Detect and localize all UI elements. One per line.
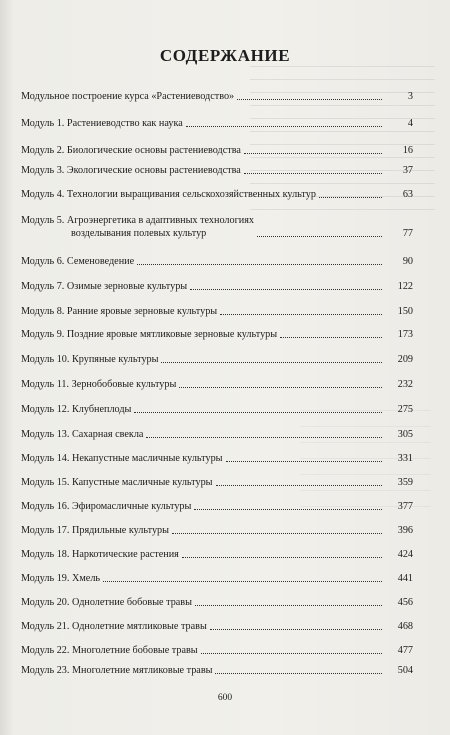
dot-leader — [103, 580, 382, 582]
dot-leader — [257, 235, 382, 237]
toc-entry[interactable] — [21, 572, 413, 585]
toc-entry[interactable] — [21, 117, 413, 130]
toc-entry-label-line: Модуль 17. Прядильные культуры — [21, 525, 169, 536]
toc-entry-page: 37 — [402, 165, 413, 176]
dot-leader — [201, 652, 382, 654]
toc-entry[interactable] — [21, 214, 413, 240]
toc-entry-label — [21, 596, 192, 609]
dot-leader — [146, 436, 382, 438]
toc-entry[interactable] — [21, 328, 413, 341]
toc-entry-label — [21, 452, 223, 465]
toc-entry[interactable] — [21, 403, 413, 416]
toc-entry-page: 477 — [397, 645, 413, 656]
toc-entry-page: 209 — [397, 354, 413, 365]
toc-entry-label-line: Модуль 2. Биологические основы растениеводства — [21, 145, 241, 156]
toc-entry-label — [21, 403, 131, 416]
dot-leader — [182, 556, 382, 558]
toc-entry-label-line: Модуль 19. Хмель — [21, 573, 101, 584]
dot-leader — [190, 288, 382, 290]
toc-entry[interactable] — [21, 378, 413, 391]
dot-leader — [215, 672, 382, 674]
toc-entry-label — [21, 164, 241, 177]
toc-entry-label — [21, 620, 207, 633]
toc-entry-page: 275 — [397, 404, 413, 415]
toc-entry-page: 456 — [397, 597, 413, 608]
dot-leader — [194, 508, 382, 510]
dot-leader — [244, 172, 382, 174]
toc-entry-label-line: Модуль 4. Технологии выращивания сельскохозяйственных культур — [21, 189, 316, 200]
toc-entry-label-line: Модуль 7. Озимые зерновые культуры — [21, 281, 188, 292]
toc-entry-label — [21, 117, 183, 130]
toc-entry-page: 150 — [397, 306, 413, 317]
toc-entry-label — [21, 188, 316, 201]
toc-entry[interactable] — [21, 524, 413, 537]
toc-entry-label-line: Модуль 3. Экологические основы растениеводства — [21, 165, 241, 176]
dot-leader — [161, 361, 382, 363]
dot-leader — [179, 386, 382, 388]
page-number: 600 — [217, 693, 233, 703]
toc-entry[interactable] — [21, 164, 413, 177]
toc-entry-label-line: Модуль 10. Крупяные культуры — [21, 354, 159, 365]
dot-leader — [244, 152, 382, 154]
toc-entry[interactable] — [21, 305, 413, 318]
toc-entry-label — [21, 144, 241, 157]
toc-entry[interactable] — [21, 452, 413, 465]
dot-leader — [226, 460, 382, 462]
toc-entry-page: 16 — [402, 145, 413, 156]
dot-leader — [210, 628, 382, 630]
toc-entry[interactable] — [21, 500, 413, 513]
dot-leader — [195, 604, 382, 606]
toc-entry-label — [21, 255, 134, 268]
dot-leader — [319, 196, 382, 198]
toc-entry[interactable] — [21, 664, 413, 677]
toc-entry-label — [21, 90, 234, 103]
toc-entry[interactable] — [21, 428, 413, 441]
dot-leader — [280, 336, 382, 338]
toc-entry-page: 359 — [397, 477, 413, 488]
toc-entry[interactable] — [21, 353, 413, 366]
toc-entry-page: 468 — [397, 621, 413, 632]
toc-entry-page: 424 — [397, 549, 413, 560]
toc-entry[interactable] — [21, 188, 413, 201]
toc-entry[interactable] — [21, 548, 413, 561]
toc-entry-label — [21, 305, 217, 318]
dot-leader — [220, 313, 382, 315]
toc-entry[interactable] — [21, 620, 413, 633]
toc-entry-page: 63 — [402, 189, 413, 200]
dot-leader — [186, 125, 382, 127]
toc-entry-label-line: Модуль 6. Семеноведение — [21, 256, 135, 267]
toc-entry-label — [21, 664, 212, 677]
toc-entry-label — [21, 524, 169, 537]
toc-entry-label-line: Модуль 16. Эфиромасличные культуры — [21, 501, 192, 512]
toc-entry-page: 331 — [397, 453, 413, 464]
toc-entry-label — [21, 572, 100, 585]
toc-entry-page: 377 — [397, 501, 413, 512]
toc-entry-label — [21, 328, 277, 341]
dot-leader — [216, 484, 382, 486]
toc-entry-page: 441 — [397, 573, 413, 584]
toc-entry-label-line: Модуль 9. Поздние яровые мятликовые зерновые культуры — [21, 329, 278, 340]
toc-entry[interactable] — [21, 596, 413, 609]
toc-entry-label-line: Модуль 5. Агроэнергетика в адаптивных технологиях — [21, 215, 255, 226]
toc-entry-label-line: Модуль 13. Сахарная свекла — [21, 429, 144, 440]
toc-entry-label-line: Модуль 11. Зернобобовые культуры — [21, 379, 177, 390]
toc-entry-page: 173 — [397, 329, 413, 340]
toc-entry-label-line: Модуль 14. Некапустные масличные культуры — [21, 453, 223, 464]
toc-entry-label — [21, 428, 143, 441]
toc-entry-label-line: Модуль 22. Многолетние бобовые травы — [21, 645, 198, 656]
dot-leader — [134, 411, 382, 413]
dot-leader — [237, 98, 382, 100]
toc-entry-page: 3 — [407, 91, 413, 102]
toc-entry-label-line: Модульное построение курса «Растениеводство» — [21, 91, 235, 102]
toc-entry-label-line: Модуль 12. Клубнеплоды — [21, 404, 132, 415]
toc-entry-label-line: возделывания полевых культур — [71, 228, 207, 239]
dot-leader — [172, 532, 382, 534]
toc-entry-label — [21, 548, 179, 561]
toc-entry-page: 396 — [397, 525, 413, 536]
toc-entry-label — [21, 378, 176, 391]
toc-entry-label-line: Модуль 23. Многолетние мятликовые травы — [21, 665, 213, 676]
toc-entry[interactable] — [21, 144, 413, 157]
toc-entry-label — [21, 214, 254, 240]
toc-entry-label — [21, 280, 187, 293]
toc-entry-page: 4 — [407, 118, 413, 129]
toc-entry-label-line: Модуль 15. Капустные масличные культуры — [21, 477, 213, 488]
page-title: СОДЕРЖАНИЕ — [159, 46, 291, 65]
toc-entry-label-line: Модуль 18. Наркотические растения — [21, 549, 179, 560]
toc-entry-label-line: Модуль 8. Ранние яровые зерновые культуры — [21, 306, 218, 317]
toc-entry[interactable] — [21, 644, 413, 657]
toc-entry-page: 77 — [402, 228, 413, 239]
toc-entry[interactable] — [21, 90, 413, 103]
toc-entry-label-line: Модуль 20. Однолетние бобовые травы — [21, 597, 192, 608]
toc-entry-label — [21, 644, 198, 657]
toc-entry-label — [21, 353, 158, 366]
toc-entry[interactable] — [21, 476, 413, 489]
toc-entry-page: 305 — [397, 429, 413, 440]
toc-entry-label — [21, 500, 191, 513]
dot-leader — [137, 263, 382, 265]
toc-entry-page: 122 — [397, 281, 413, 292]
toc-entry-label — [21, 476, 213, 489]
toc-entry-page: 504 — [397, 665, 413, 676]
toc-entry-label-line: Модуль 1. Растениеводство как наука — [21, 118, 183, 129]
toc-entry[interactable] — [21, 280, 413, 293]
toc-entry-label-line: Модуль 21. Однолетние мятликовые травы — [21, 621, 207, 632]
toc-entry[interactable] — [21, 255, 413, 268]
toc-entry-page: 232 — [397, 379, 413, 390]
toc-entry-page: 90 — [402, 256, 413, 267]
